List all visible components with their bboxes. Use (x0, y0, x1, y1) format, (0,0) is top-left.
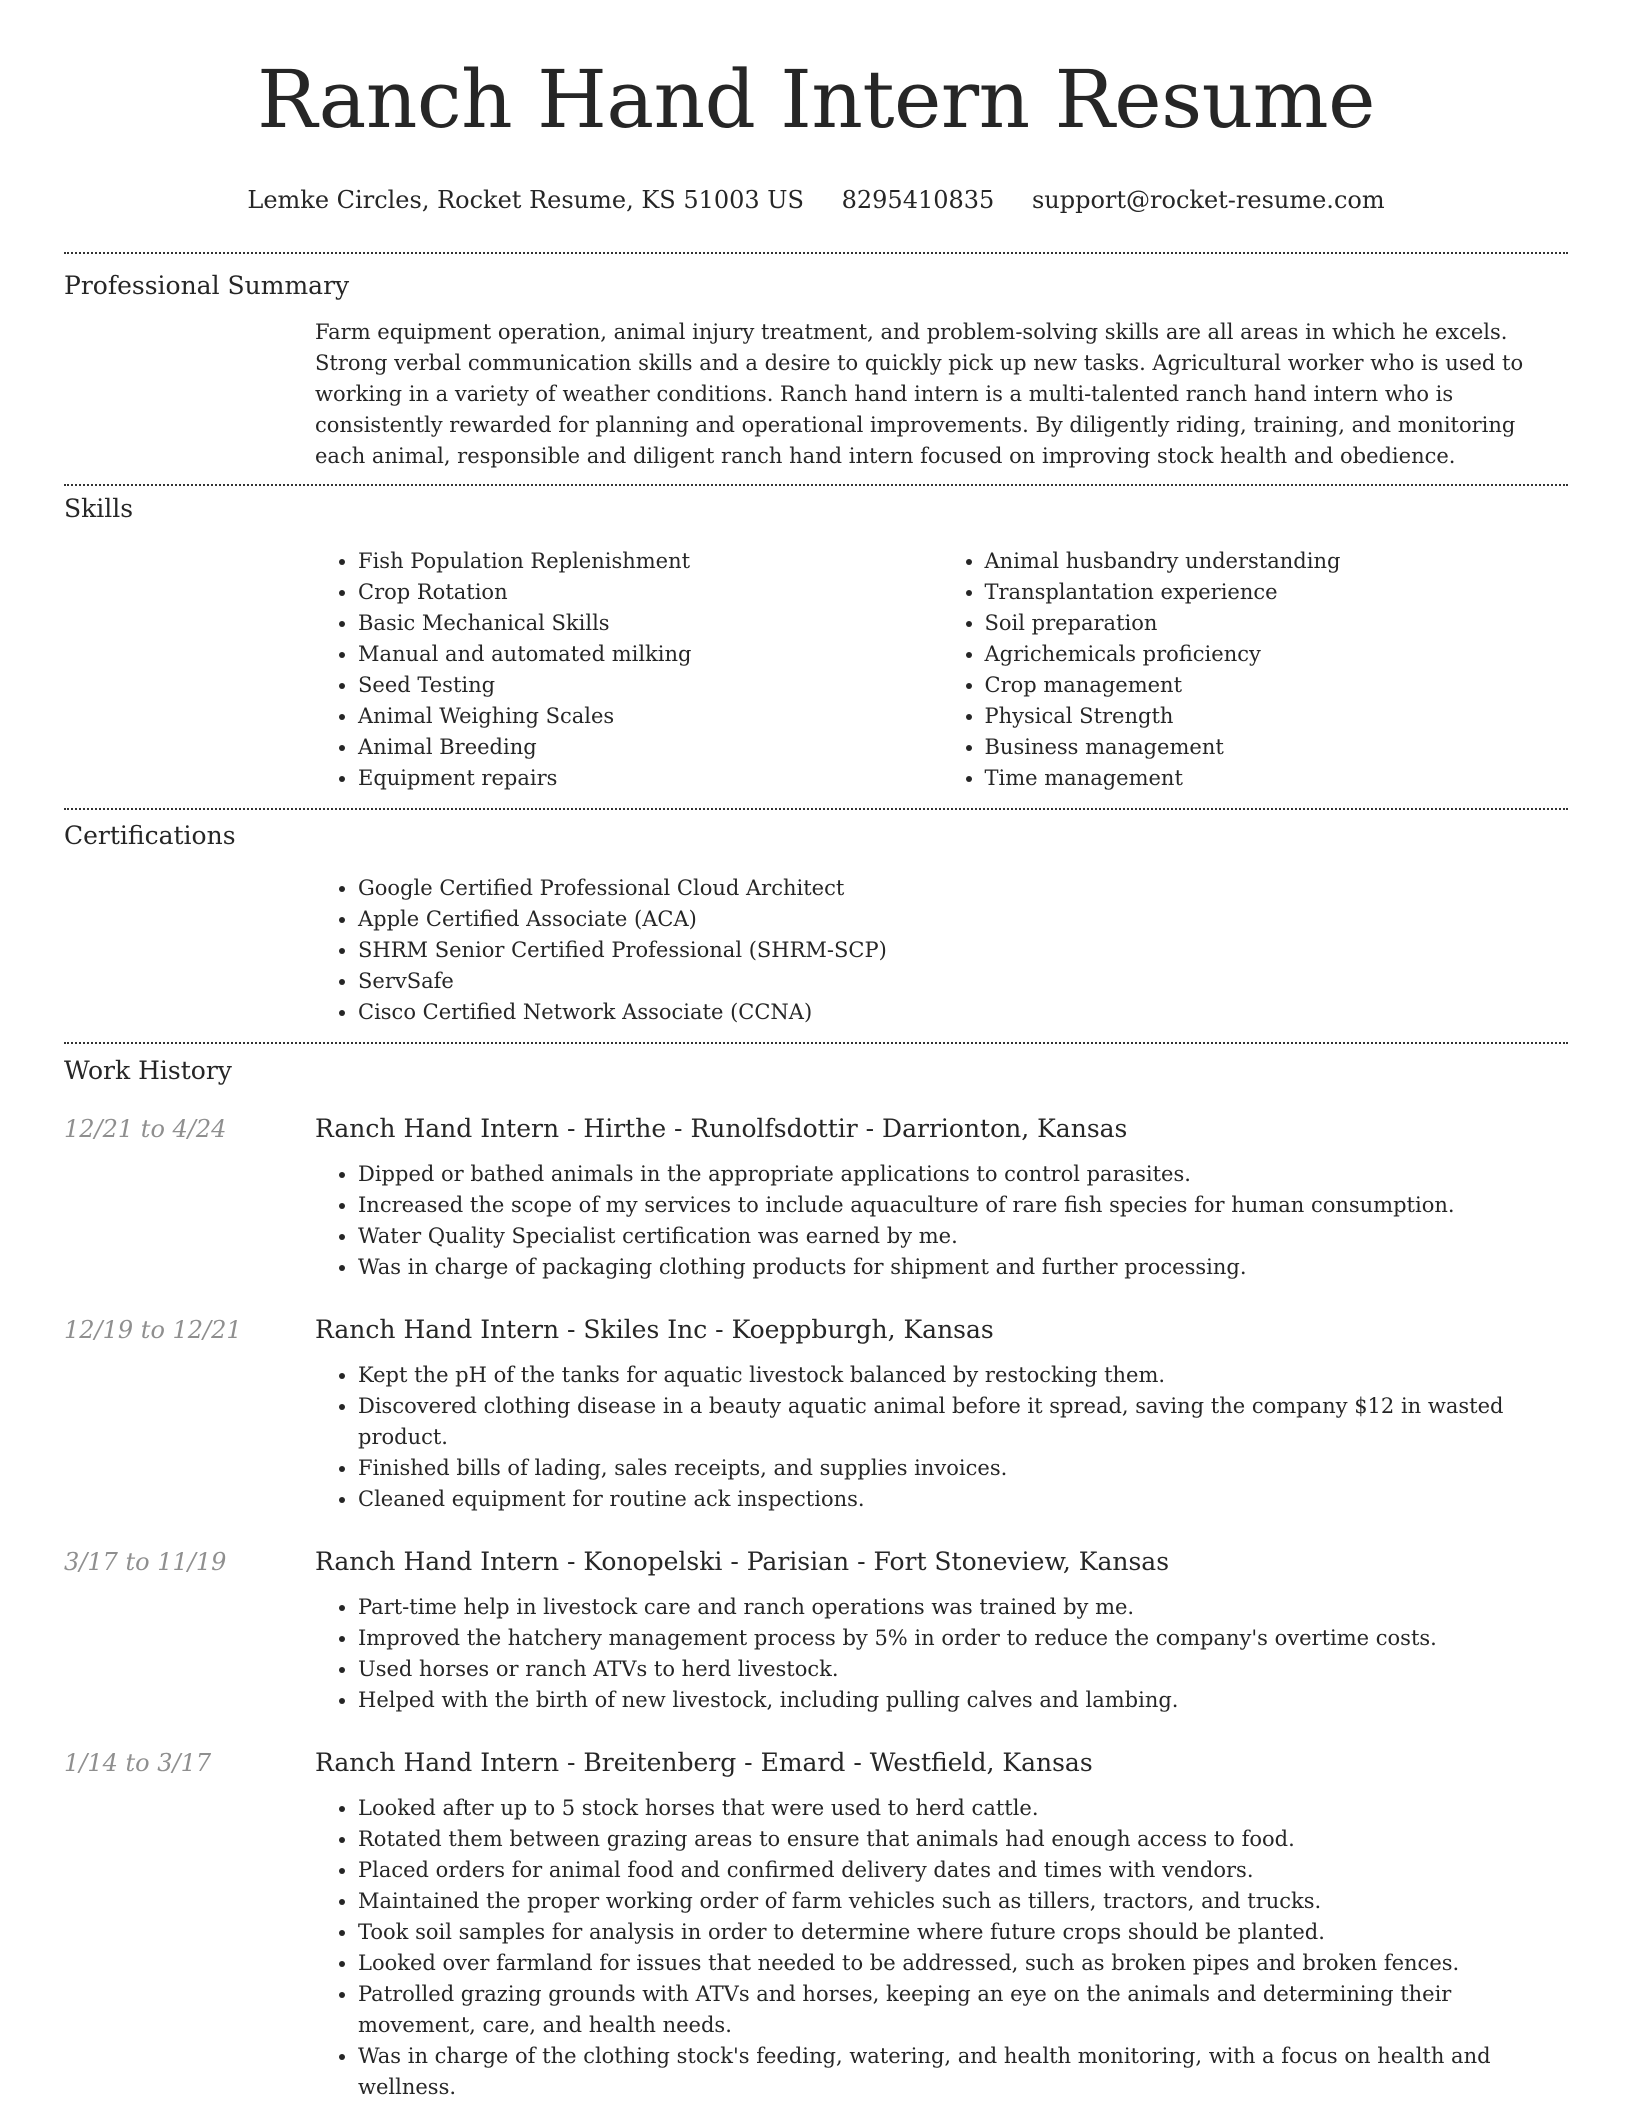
skill-item: • Basic Mechanical Skills (358, 608, 942, 639)
job-dates: 12/19 to 12/21 (64, 1316, 242, 1344)
skill-item: • Crop Rotation (358, 577, 942, 608)
section-heading-work-history: Work History (64, 1056, 232, 1085)
certifications-list (315, 873, 1568, 1028)
skills-section (64, 486, 1568, 808)
job-bullet: • Placed orders for animal food and confirmed delivery dates and times with vendors. (358, 1855, 1568, 1886)
job-title: Ranch Hand Intern - Breitenberg - Emard - Westfield, Kansas (315, 1748, 1093, 1777)
skill-item: • Agrichemicals proficiency (985, 639, 1569, 670)
job-bullet: • Rotated them between grazing areas to ensure that animals had enough access to food. (358, 1824, 1568, 1855)
summary-section (64, 254, 1568, 484)
skill-item: • Animal husbandry understanding (985, 546, 1569, 577)
skill-item: • Animal Breeding (358, 732, 942, 763)
job-title: Ranch Hand Intern - Konopelski - Parisian - Fort Stoneview, Kansas (315, 1547, 1170, 1576)
job-title: Ranch Hand Intern - Hirthe - Runolfsdottir - Darrionton, Kansas (315, 1114, 1128, 1143)
certification-item: • SHRM Senior Certified Professional (SHRM-SCP) (358, 935, 1568, 966)
work-history-section (64, 1044, 1568, 2103)
contact-email: support@rocket-resume.com (1031, 186, 1385, 214)
job-bullet: • Helped with the birth of new livestock, including pulling calves and lambing. (358, 1685, 1568, 1716)
skill-item: • Seed Testing (358, 670, 942, 701)
job-bullet: • Was in charge of the clothing stock's feeding, watering, and health monitoring, with a focus on health and wellness. (358, 2041, 1568, 2103)
job-bullet: • Dipped or bathed animals in the appropriate applications to control parasites. (358, 1159, 1568, 1190)
contact-line (64, 184, 1568, 216)
job-bullet: • Part-time help in livestock care and ranch operations was trained by me. (358, 1592, 1568, 1623)
certifications-section (64, 810, 1568, 1042)
job-bullet: • Took soil samples for analysis in order to determine where future crops should be planted. (358, 1917, 1568, 1948)
job-dates: 1/14 to 3/17 (64, 1749, 212, 1777)
skill-item: • Soil preparation (985, 608, 1569, 639)
job-entry (64, 1747, 1568, 2103)
job-entry (64, 1314, 1568, 1515)
skill-item: • Equipment repairs (358, 763, 942, 794)
job-entry (64, 1113, 1568, 1283)
job-dates: 3/17 to 11/19 (64, 1548, 227, 1576)
job-bullet: • Increased the scope of my services to include aquaculture of rare fish species for human consumption. (358, 1190, 1568, 1221)
contact-address: Lemke Circles, Rocket Resume, KS 51003 US (247, 186, 804, 214)
certification-item: • ServSafe (358, 966, 1568, 997)
job-bullet: • Cleaned equipment for routine ack inspections. (358, 1484, 1568, 1515)
job-bullets (315, 1360, 1568, 1515)
skills-list-right (942, 546, 1569, 794)
skill-item: • Manual and automated milking (358, 639, 942, 670)
resume-page (64, 0, 1568, 2103)
job-dates: 12/21 to 4/24 (64, 1115, 227, 1143)
skill-item: • Business management (985, 732, 1569, 763)
job-bullet: • Discovered clothing disease in a beauty aquatic animal before it spread, saving the company $12 in wasted product. (358, 1391, 1568, 1453)
job-bullet: • Patrolled grazing grounds with ATVs and horses, keeping an eye on the animals and determining their movement, care, and health needs. (358, 1979, 1568, 2041)
job-bullet: • Looked after up to 5 stock horses that were used to herd cattle. (358, 1793, 1568, 1824)
job-bullet: • Finished bills of lading, sales receipts, and supplies invoices. (358, 1453, 1568, 1484)
skill-item: • Fish Population Replenishment (358, 546, 942, 577)
summary-text: Farm equipment operation, animal injury treatment, and problem-solving skills are all areas in which he excels. Strong verbal communication skills and a desire to quickly pick up new tasks. Agricultural worker who is used to working in a variety of weather conditions. Ranch hand intern is a multi-talented ranch hand intern who is consistently rewarded for planning and operational improvements. By diligently riding, training, and monitoring each animal, responsible and diligent ranch hand intern focused on improving stock health and obedience. (315, 320, 1524, 468)
certification-item: • Cisco Certified Network Associate (CCNA) (358, 997, 1568, 1028)
skill-item: • Animal Weighing Scales (358, 701, 942, 732)
job-bullets (315, 1793, 1568, 2103)
job-bullet: • Kept the pH of the tanks for aquatic livestock balanced by restocking them. (358, 1360, 1568, 1391)
resume-title: Ranch Hand Intern Resume (257, 53, 1375, 146)
job-bullet: • Used horses or ranch ATVs to herd livestock. (358, 1654, 1568, 1685)
skill-item: • Physical Strength (985, 701, 1569, 732)
job-bullets (315, 1159, 1568, 1283)
certification-item: • Google Certified Professional Cloud Architect (358, 873, 1568, 904)
job-bullet: • Looked over farmland for issues that needed to be addressed, such as broken pipes and broken fences. (358, 1948, 1568, 1979)
skill-item: • Crop management (985, 670, 1569, 701)
job-bullet: • Maintained the proper working order of farm vehicles such as tillers, tractors, and trucks. (358, 1886, 1568, 1917)
job-entry (64, 1546, 1568, 1716)
job-bullet: • Water Quality Specialist certification was earned by me. (358, 1221, 1568, 1252)
section-heading-certifications: Certifications (64, 821, 236, 850)
skill-item: • Time management (985, 763, 1569, 794)
job-bullet: • Was in charge of packaging clothing products for shipment and further processing. (358, 1252, 1568, 1283)
certification-item: • Apple Certified Associate (ACA) (358, 904, 1568, 935)
job-bullets (315, 1592, 1568, 1716)
contact-phone: 8295410835 (841, 186, 995, 214)
skill-item: • Transplantation experience (985, 577, 1569, 608)
job-title: Ranch Hand Intern - Skiles Inc - Koeppburgh, Kansas (315, 1315, 994, 1344)
section-heading-summary: Professional Summary (64, 271, 350, 300)
section-heading-skills: Skills (64, 494, 134, 523)
skills-list-left (315, 546, 942, 794)
job-bullet: • Improved the hatchery management process by 5% in order to reduce the company's overtime costs. (358, 1623, 1568, 1654)
